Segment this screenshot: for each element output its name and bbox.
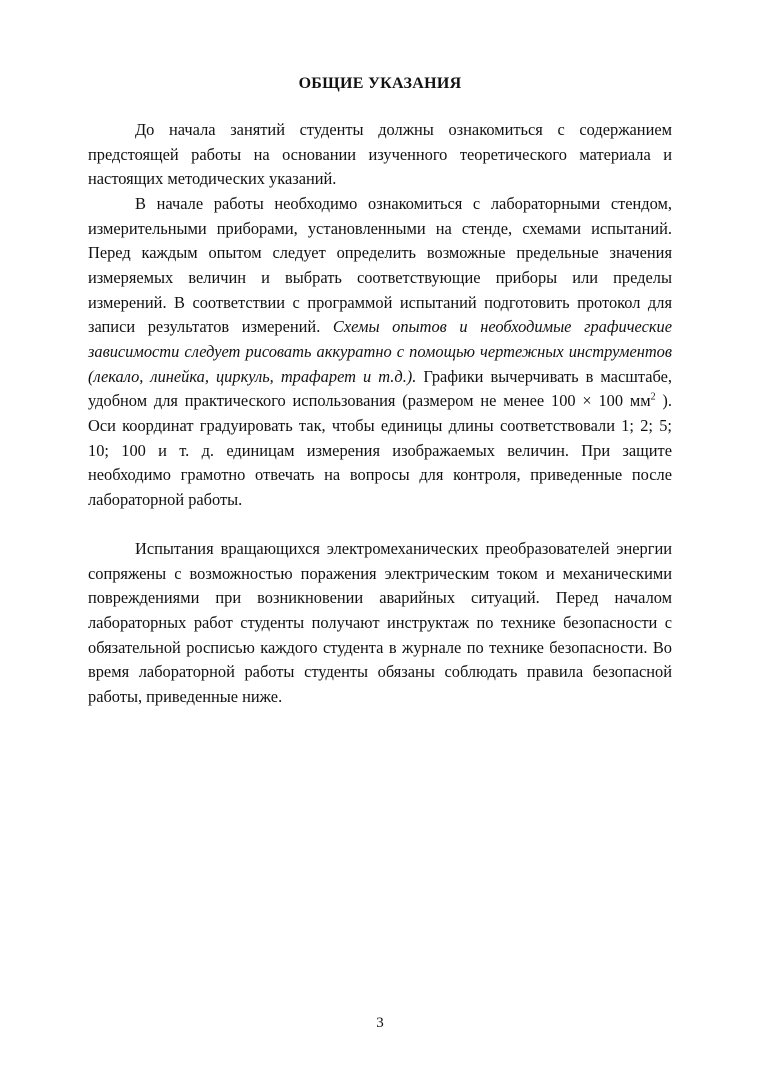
superscript-squared: 2 <box>650 391 656 403</box>
paragraph-procedure-start: В начале работы необходимо ознакомиться с лабораторными стендом, измерительными приборами, установленными на стенде, схемами испытаний. Перед каждым опытом следует определить возможные предельные значения измеряемых величин и выбрать соответствующие приборы или пределы измерений. В соответствии с программой испытаний подготовить протокол для записи результатов измерений. <box>88 194 672 337</box>
page-number: 3 <box>376 1015 384 1031</box>
paragraph-procedure-end: ). Оси координат градуировать так, чтобы единицы длины соответствовали 1; 2; 5; 10; 100 и т. д. единицам измерения изображаемых величин. При защите необходимо грамотно отвечать на вопросы для контроля, приведенные после лабораторной работы. <box>88 391 672 509</box>
paragraph-intro: До начала занятий студенты должны ознакомиться с содержанием предстоящей работы на основании изученного теоретического материала и настоящих методических указаний. <box>88 120 672 189</box>
paragraph-safety: Испытания вращающихся электромеханических преобразователей энергии сопряжены с возможностью поражения электрическим током и механическими повреждениями при возникновении аварийных ситуаций. Перед началом лабораторных работ студенты получают инструктаж по технике безопасности с обязательной росписью каждого студента в журнале по технике безопасности. Во время лабораторной работы студенты обязаны соблюдать правила безопасной работы, приведенные ниже. <box>88 539 672 706</box>
paragraph-procedure-italic: Схемы опытов и необходимые графические зависимости следует рисовать аккуратно с помощью чертежных инструментов (лекало, линейка, циркуль, трафарет и т.д.). <box>88 317 672 386</box>
page-heading: ОБЩИЕ УКАЗАНИЯ <box>298 75 462 92</box>
document-page <box>88 0 672 1080</box>
paragraph-procedure <box>88 192 672 513</box>
paragraph-procedure-mid: Графики вычерчивать в масштабе, удобном для практического использования (размером не менее 100 × 100 мм <box>88 366 672 411</box>
